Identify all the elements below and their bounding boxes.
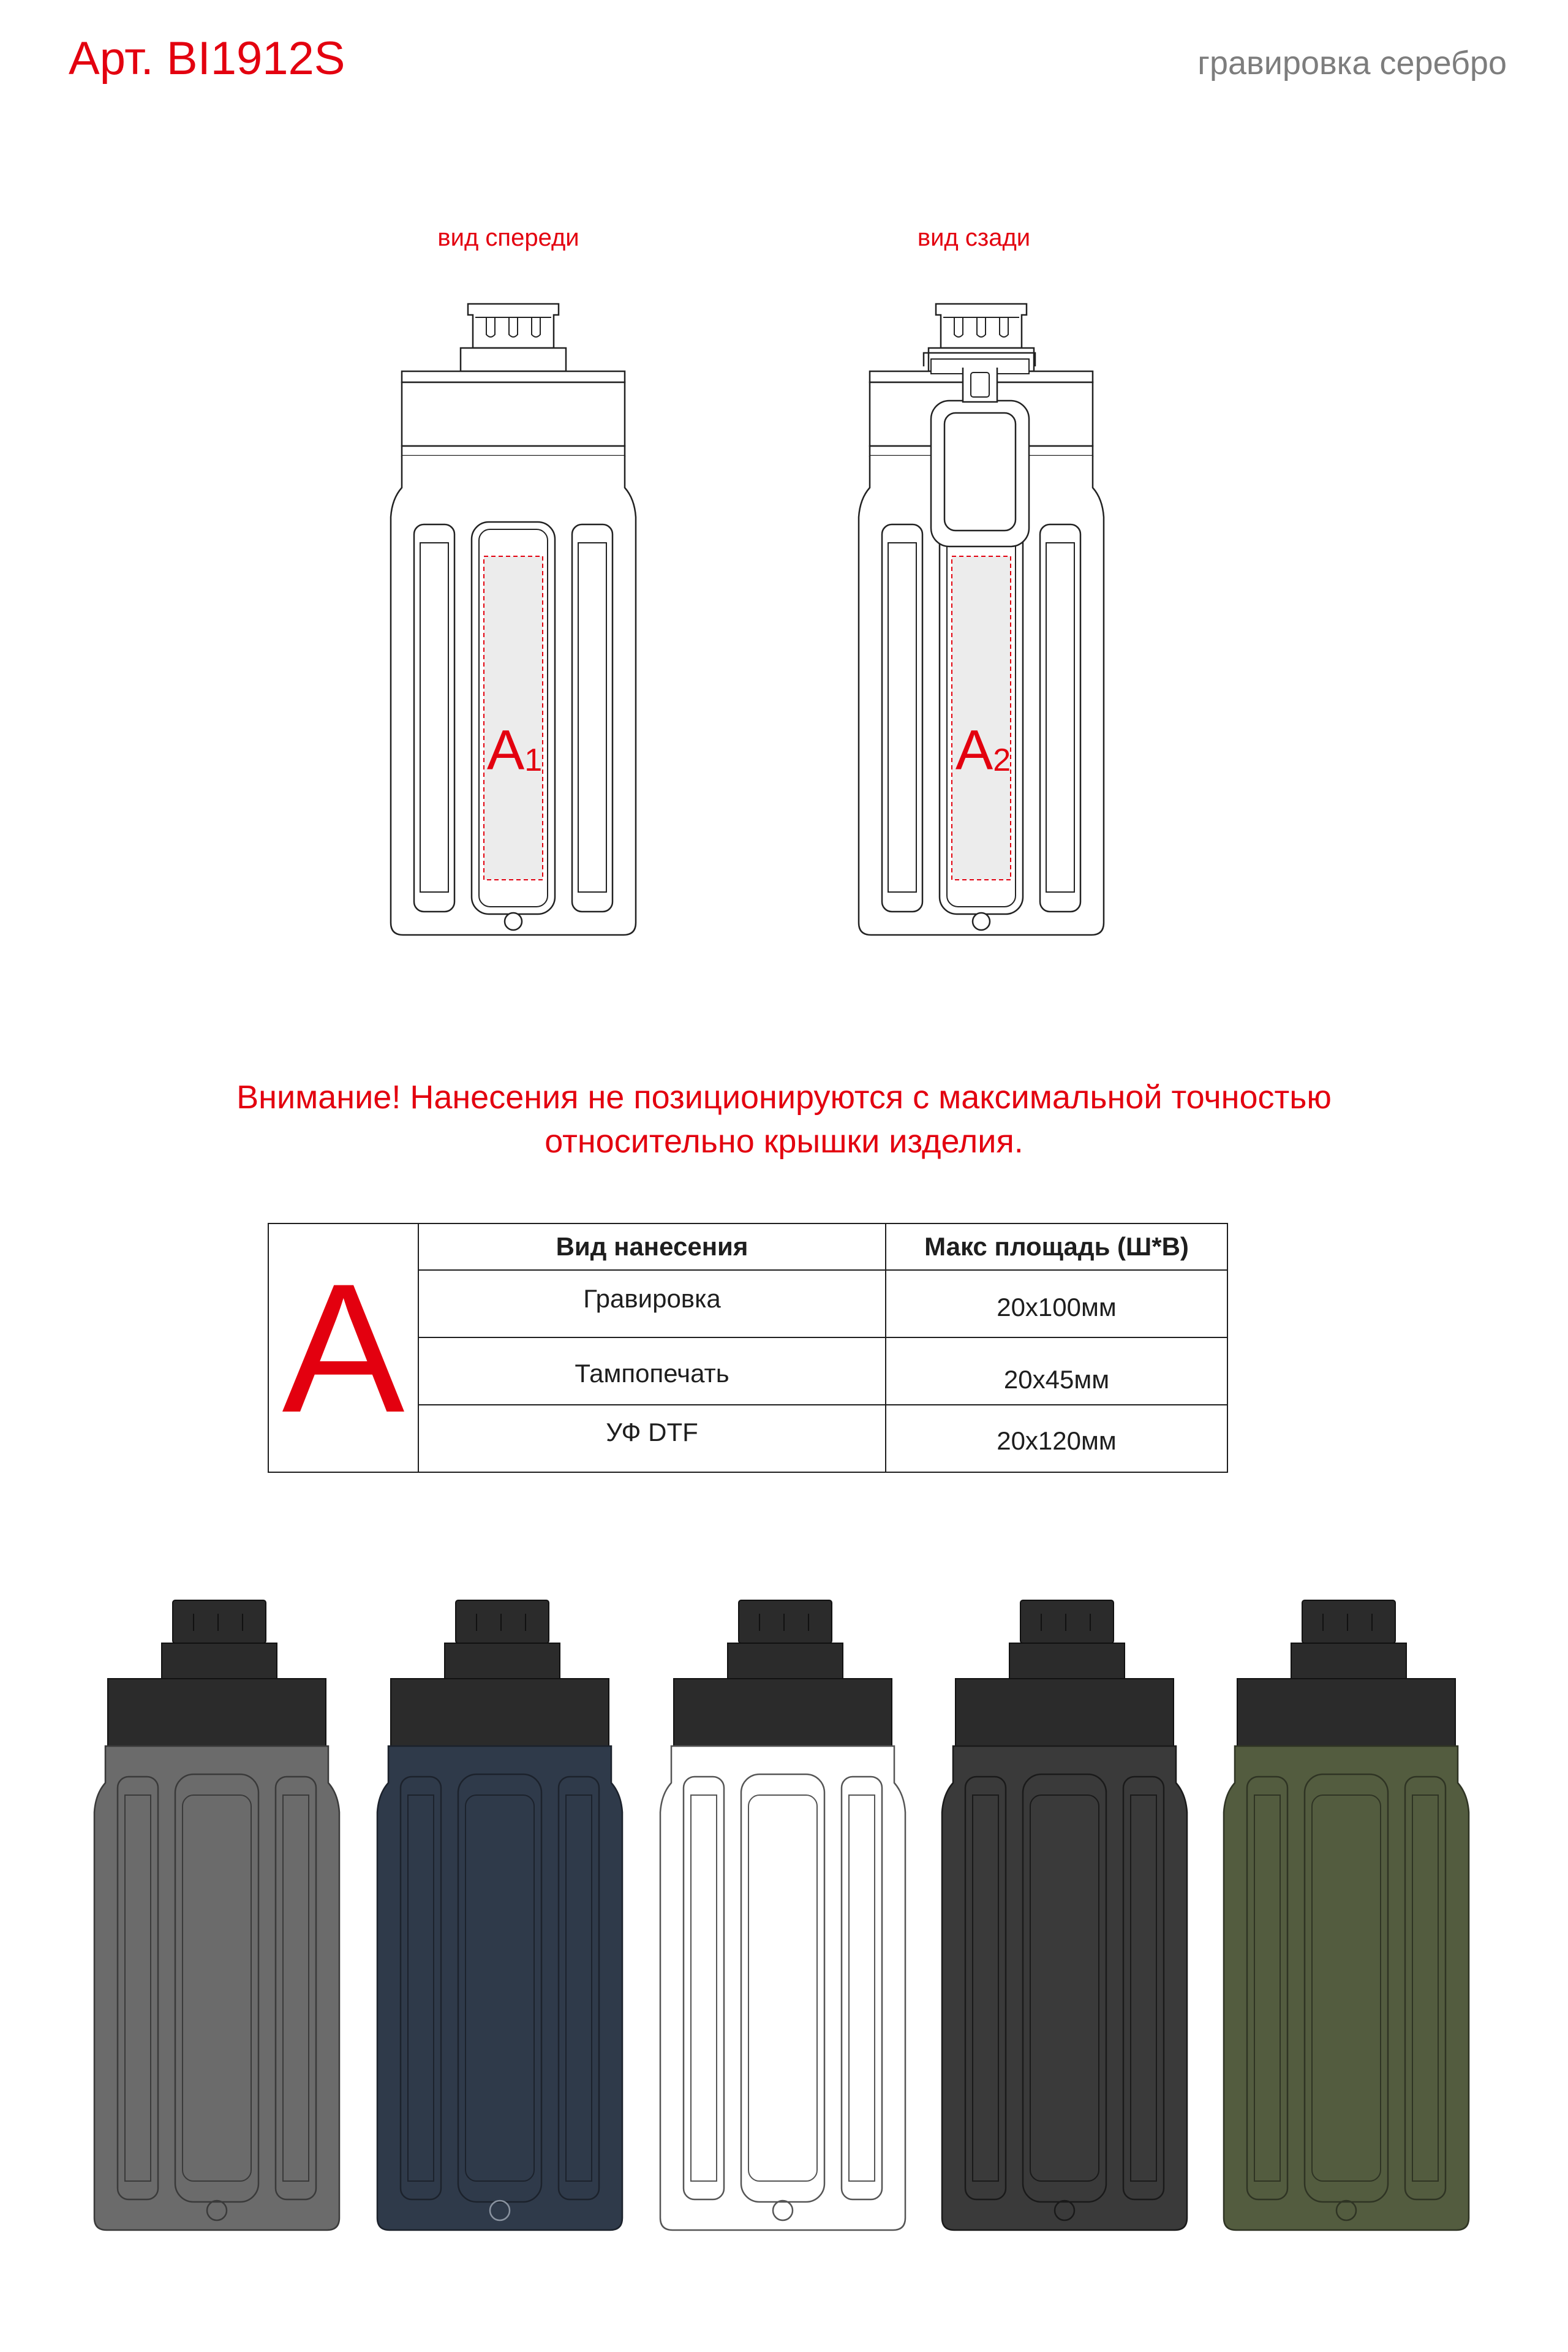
zone-letter: A (486, 719, 525, 782)
row-method: УФ DTF (419, 1405, 886, 1472)
row-method: Тампопечать (419, 1338, 886, 1405)
zone-letter: A (955, 719, 993, 782)
back-view-label: вид сзади (917, 224, 1031, 251)
zone-index: 1 (524, 743, 543, 779)
print-zone-a1-label (487, 719, 542, 783)
row-max-area: 20х45мм (886, 1338, 1227, 1405)
print-zone-a2-label (956, 719, 1011, 783)
print-spec-table (268, 1223, 1228, 1473)
warning-line-1: Внимание! Нанесения не позиционируются с максимальной точностью (236, 1079, 1332, 1116)
spec-grid (419, 1224, 1227, 1472)
variant-olive (1224, 1600, 1469, 2230)
front-view-label: вид спереди (437, 224, 579, 251)
back-view-drawing (859, 304, 1104, 935)
zone-letter-large: A (269, 1224, 419, 1472)
variant-grey (94, 1600, 339, 2230)
variant-navy (377, 1600, 622, 2230)
warning-line-2: относительно крышки изделия. (545, 1123, 1023, 1160)
method-label: гравировка серебро (1197, 45, 1507, 81)
warning-note (80, 1075, 1488, 1163)
row-max-area: 20х100мм (886, 1271, 1227, 1338)
row-method: Гравировка (419, 1271, 886, 1338)
article-title: Арт. BI1912S (69, 32, 345, 85)
header-max-area: Макс площадь (Ш*В) (886, 1224, 1227, 1271)
zone-index: 2 (993, 743, 1011, 779)
front-view-drawing (391, 304, 636, 935)
variant-black (942, 1600, 1187, 2230)
variant-white (660, 1600, 905, 2230)
header-method: Вид нанесения (419, 1224, 886, 1271)
row-max-area: 20х120мм (997, 1426, 1117, 1455)
